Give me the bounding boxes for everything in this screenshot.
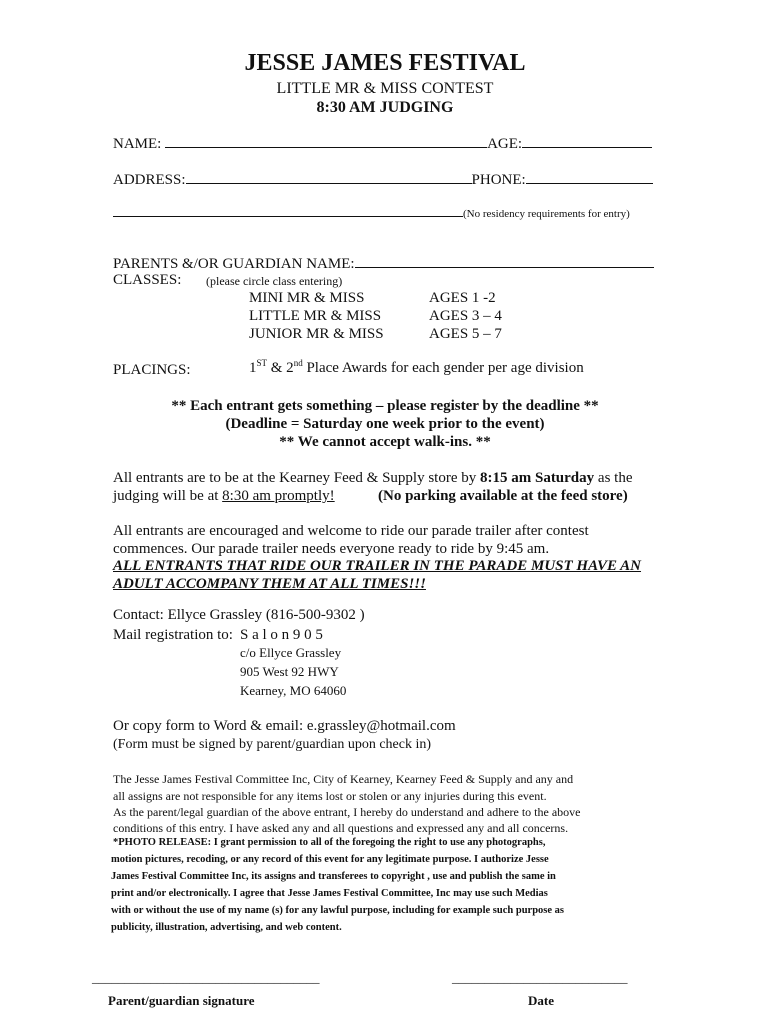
guardian-field[interactable] — [355, 254, 654, 268]
parking-note: (No parking available at the feed store) — [378, 488, 628, 504]
judging-time: 8:30 AM JUDGING — [316, 99, 454, 116]
release-line-2: all assigns are not responsible for any items lost or stolen or any injuries during this event. — [113, 789, 547, 803]
mail-address-2: c/o Ellyce Grassley — [240, 645, 342, 660]
sign-note: (Form must be signed by parent/guardian upon check in) — [113, 737, 432, 752]
parade-warning-2: ADULT ACCOMPANY THEM AT ALL TIMES!!! — [113, 576, 426, 592]
class-name-little[interactable]: LITTLE MR & MISS — [249, 308, 382, 324]
placings-text: 1ST & 2nd Place Awards for each gender per age division — [249, 358, 584, 376]
release-line-3: As the parent/legal guardian of the above entrant, I hereby do understand and adhere to the above — [113, 805, 581, 819]
class-ages-little: AGES 3 – 4 — [429, 308, 502, 324]
page-title: JESSE JAMES FESTIVAL — [244, 50, 526, 76]
mail-address-4: Kearney, MO 64060 — [240, 683, 347, 698]
class-ages-junior: AGES 5 – 7 — [429, 326, 502, 342]
parade-line-2: commences. Our parade trailer needs everyone ready to ride by 9:45 am. — [113, 541, 550, 557]
mail-label: Mail registration to: — [113, 627, 233, 643]
parade-line-1: All entrants are encouraged and welcome to ride our parade trailer after contest — [113, 523, 589, 539]
photo-release-3: James Festival Committee Inc, its assigns and transferees to copyright , use and publish the same in — [111, 871, 556, 882]
age-label: AGE: — [487, 136, 523, 152]
contest-subtitle: LITTLE MR & MISS CONTEST — [276, 80, 494, 97]
class-name-mini[interactable]: MINI MR & MISS — [249, 290, 365, 306]
photo-release-1: *PHOTO RELEASE: I grant permission to all of the foregoing the right to use any photographs, — [113, 837, 546, 848]
arrival-line-1: All entrants are to be at the Kearney Feed & Supply store by 8:15 am Saturday as the — [113, 470, 633, 486]
name-row — [113, 134, 652, 153]
date-line[interactable]: ___________________________ — [452, 970, 628, 985]
release-line-1: The Jesse James Festival Committee Inc, City of Kearney, Kearney Feed & Supply and any and — [113, 772, 574, 786]
photo-release-4: print and/or electronically. I agree that Jesse James Festival Committee, Inc may use such Medias — [111, 888, 548, 899]
name-label: NAME: — [113, 136, 162, 152]
address-field[interactable] — [186, 170, 472, 184]
email-line: Or copy form to Word & email: e.grassley@hotmail.com — [113, 718, 456, 734]
classes-label: CLASSES: — [113, 272, 182, 288]
phone-label: PHONE: — [471, 172, 526, 188]
placings-label: PLACINGS: — [113, 362, 191, 378]
photo-release-5: with or without the use of my name (s) for any lawful purpose, including for example such purpose as — [111, 905, 564, 916]
mail-address-3: 905 West 92 HWY — [240, 664, 339, 679]
name-field[interactable] — [165, 134, 487, 148]
photo-release-6: publicity, illustration, advertising, and web content. — [111, 922, 342, 933]
arrival-line-2: judging will be at 8:30 am promptly! — [113, 488, 335, 504]
phone-field[interactable] — [526, 170, 653, 184]
class-name-junior[interactable]: JUNIOR MR & MISS — [249, 326, 384, 342]
address-row — [113, 170, 653, 189]
address-label: ADDRESS: — [113, 172, 186, 188]
address-line2-field[interactable] — [113, 203, 463, 217]
guardian-label: PARENTS &/OR GUARDIAN NAME: — [113, 256, 355, 272]
contact-line: Contact: Ellyce Grassley (816-500-9302 ) — [113, 607, 365, 623]
residency-note: (No residency requirements for entry) — [463, 208, 630, 220]
notice-line-1: ** Each entrant gets something – please register by the deadline ** — [171, 398, 599, 414]
age-field[interactable] — [522, 134, 652, 148]
date-label: Date — [528, 993, 554, 1008]
signature-line[interactable]: ___________________________________ — [92, 970, 320, 985]
class-ages-mini: AGES 1 -2 — [429, 290, 496, 306]
signature-label: Parent/guardian signature — [108, 993, 255, 1008]
guardian-row — [113, 254, 654, 273]
classes-note: (please circle class entering) — [206, 274, 343, 288]
parade-warning-1: ALL ENTRANTS THAT RIDE OUR TRAILER IN THE PARADE MUST HAVE AN — [113, 558, 642, 574]
mail-address-1: S a l o n 9 0 5 — [240, 627, 323, 643]
address-line2-row — [113, 203, 630, 220]
photo-release-2: motion pictures, recoding, or any record of this event for any legitimate purpose. I authorize Jesse — [111, 854, 549, 865]
notice-walkins: ** We cannot accept walk-ins. ** — [279, 434, 491, 450]
release-line-4: conditions of this entry. I have asked any and all questions and expressed any and all concerns. — [113, 821, 569, 835]
notice-deadline: (Deadline = Saturday one week prior to the event) — [225, 416, 545, 432]
